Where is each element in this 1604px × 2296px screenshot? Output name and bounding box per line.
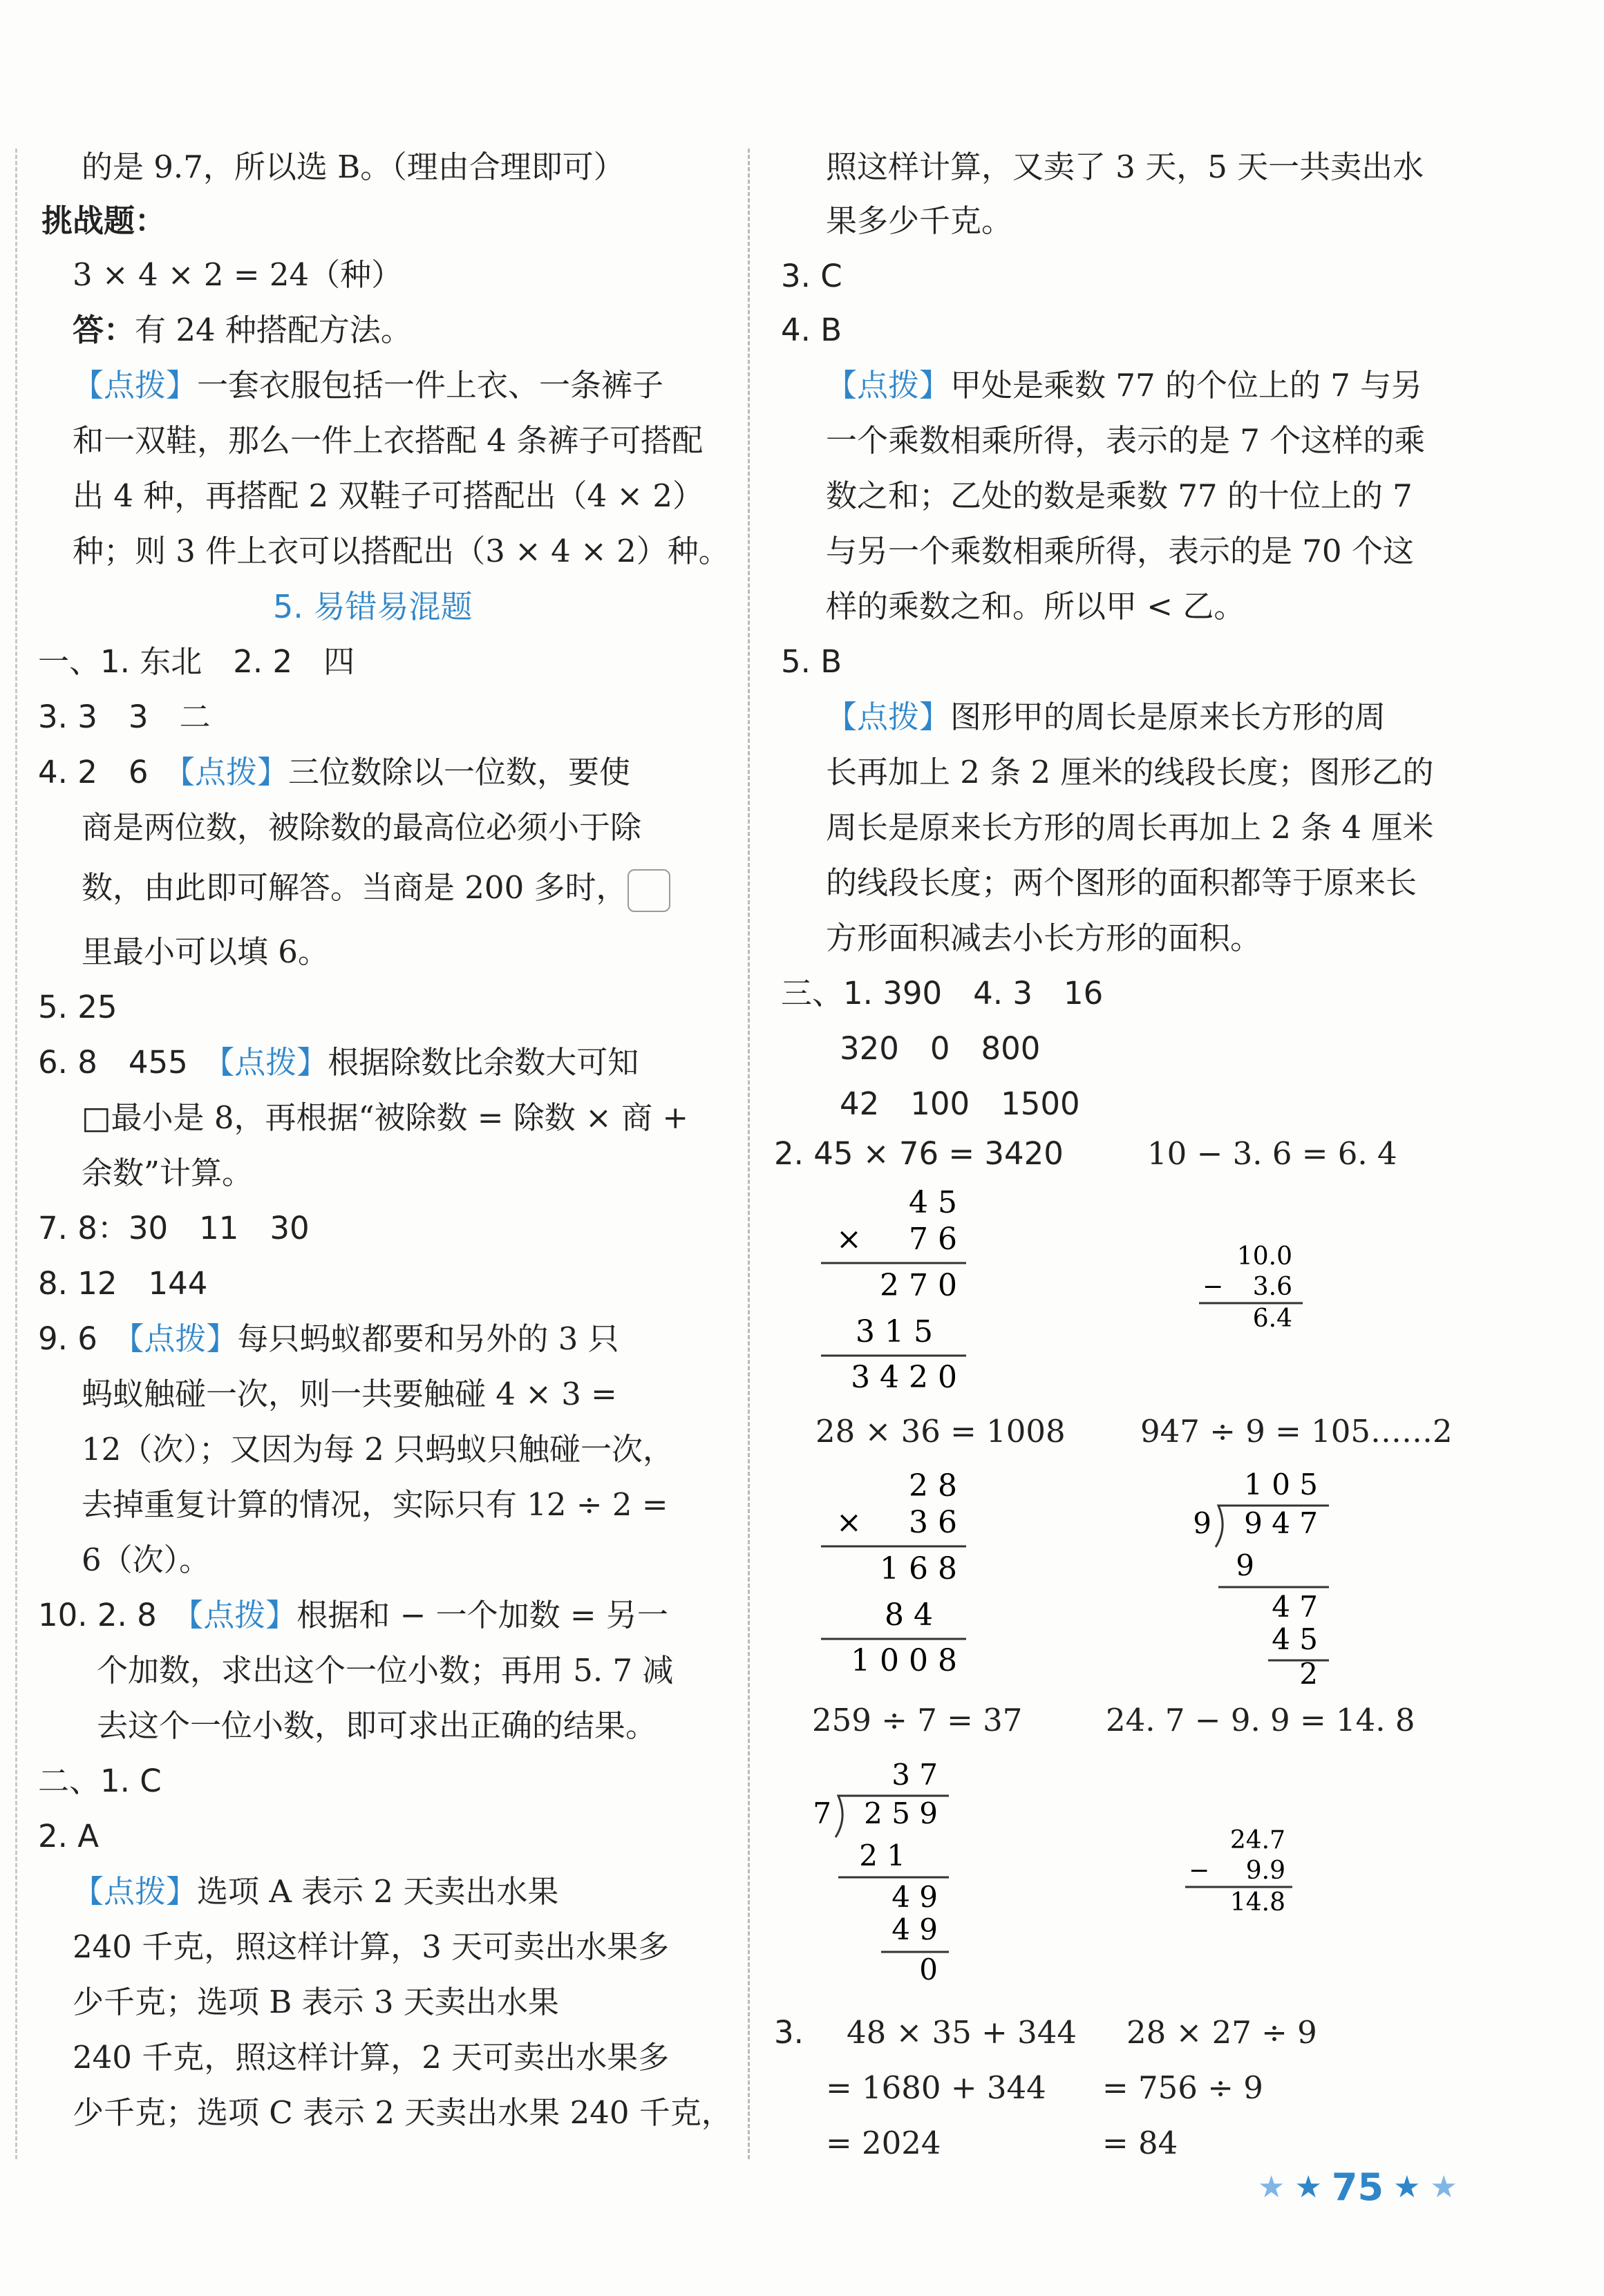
blank-box <box>628 869 670 912</box>
hint-text: 甲处是乘数 77 的个位上的 7 与另 <box>950 367 1423 404</box>
equation: 947 ÷ 9 = 105……2 <box>1140 1413 1453 1450</box>
text-line: 个加数，求出这个一位小数；再用 5. 7 减 <box>97 1652 674 1689</box>
text-line: 8. 12 144 <box>38 1265 208 1302</box>
calc-result: 14.8 <box>1229 1888 1285 1917</box>
calc-operand: 4 5 <box>909 1185 957 1220</box>
calc-operand: 9.9 <box>1245 1857 1285 1885</box>
hint-line <box>73 1871 558 1913</box>
division-quotient: 3 7 <box>891 1758 938 1792</box>
calc-operand: 7 6 <box>909 1222 957 1257</box>
equation: 2. 45 × 76 = 3420 <box>774 1135 1064 1172</box>
hint-text: 每只蚂蚁都要和另外的 3 只 <box>237 1320 619 1357</box>
vertical-multiplication-2 <box>809 1465 988 1686</box>
vertical-subtraction-2 <box>1175 1821 1313 1931</box>
page-number: 75 <box>1331 2165 1384 2209</box>
text-line: 方形面积减去小长方形的面积。 <box>826 920 1262 956</box>
text-line: □最小是 8，再根据“被除数 = 除数 × 商 + <box>82 1099 689 1136</box>
division-dividend: 2 5 9 <box>864 1796 938 1830</box>
text-line: 一个乘数相乘所得，表示的是 7 个这样的乘 <box>826 422 1426 459</box>
text-line: 数之和；乙处的数是乘数 77 的十位上的 7 <box>826 477 1413 514</box>
calc-operator: − <box>1202 1273 1224 1301</box>
item-number: 10. 2. 8 <box>38 1597 157 1633</box>
calc-operand: 3 6 <box>909 1505 957 1540</box>
hint-text: 一套衣服包括一件上衣、一条裤子 <box>197 367 664 404</box>
division-divisor: 7 <box>813 1796 831 1830</box>
text-line: 240 千克，照这样计算，3 天可卖出水果多 <box>73 1928 670 1965</box>
long-division-2 <box>805 1752 964 1993</box>
text-line: 5. B <box>781 643 842 680</box>
equation: 259 ÷ 7 = 37 <box>812 1702 1023 1738</box>
text-line: 一、1. 东北 2. 2 四 <box>38 643 355 680</box>
calc-partial: 1 6 8 <box>880 1551 957 1586</box>
hint-tag: 【点拨】 <box>73 1873 198 1910</box>
star-icon: ★ <box>1258 2169 1285 2205</box>
text-line: 3 × 4 × 2 = 24（种） <box>73 256 403 293</box>
text-line: 的是 9.7，所以选 B。（理由合理即可） <box>82 149 625 185</box>
section-title: 5. 易错易混题 <box>273 588 473 625</box>
hint-line <box>73 365 663 406</box>
hint-tag: 【点拨】 <box>73 367 198 404</box>
item-number: 3. <box>774 2014 804 2051</box>
text-line: 去掉重复计算的情况，实际只有 12 ÷ 2 = <box>82 1486 668 1523</box>
division-step: 4 5 <box>1272 1622 1318 1656</box>
hint-tag: 【点拨】 <box>826 367 951 404</box>
text-line: 周长是原来长方形的周长再加上 2 条 4 厘米 <box>826 809 1434 846</box>
long-division-1 <box>1185 1461 1344 1696</box>
hint-line <box>826 696 1386 738</box>
hint-text: 选项 A 表示 2 天卖出水果 <box>197 1873 559 1910</box>
division-dividend: 9 4 7 <box>1244 1506 1318 1540</box>
text-line: 三、1. 390 4. 3 16 <box>781 975 1104 1012</box>
text-line <box>82 867 670 912</box>
calc-operand: 10.0 <box>1236 1242 1292 1271</box>
hint-line <box>38 1595 668 1636</box>
calc-operator: × <box>836 1505 862 1540</box>
calc-partial: 8 4 <box>885 1597 933 1633</box>
text-line: 2. A <box>38 1818 100 1854</box>
hint-line <box>826 365 1422 406</box>
text-line: 和一双鞋，那么一件上衣搭配 4 条裤子可搭配 <box>73 422 704 459</box>
hint-tag: 【点拨】 <box>187 1597 297 1633</box>
calc-operator: × <box>836 1222 862 1257</box>
text-line: 果多少千克。 <box>826 202 1013 239</box>
text-line: 样的乘数之和。所以甲 < 乙。 <box>826 588 1245 625</box>
division-divisor: 9 <box>1193 1506 1211 1540</box>
text-line: 3. 3 3 二 <box>38 699 211 735</box>
text-line: 的线段长度；两个图形的面积都等于原来长 <box>826 864 1417 901</box>
hint-tag: 【点拨】 <box>179 754 289 790</box>
equation: 28 × 27 ÷ 9 <box>1126 2014 1317 2051</box>
hint-text: 图形甲的周长是原来长方形的周 <box>950 699 1386 735</box>
hint-text: 根据和 − 一个加数 = 另一 <box>296 1597 668 1633</box>
text-line: 出 4 种，再搭配 2 双鞋子可搭配出（4 × 2） <box>73 477 704 514</box>
text-line: 长再加上 2 条 2 厘米的线段长度；图形乙的 <box>826 754 1434 790</box>
text-line: 种；则 3 件上衣可以搭配出（3 × 4 × 2）种。 <box>73 533 730 569</box>
equation-step: = 756 ÷ 9 <box>1102 2069 1263 2106</box>
star-icon: ★ <box>1294 2169 1322 2205</box>
division-step: 9 <box>1236 1548 1254 1582</box>
text-line: 余数”计算。 <box>82 1155 254 1191</box>
text-line: 320 0 800 <box>840 1030 1041 1067</box>
equation: 28 × 36 = 1008 <box>815 1413 1066 1450</box>
text-line: 12（次）；又因为每 2 只蚂蚁只触碰一次， <box>82 1431 674 1468</box>
calc-partial: 2 7 0 <box>880 1268 957 1303</box>
calc-operand: 24.7 <box>1229 1826 1285 1854</box>
calc-operand: 2 8 <box>909 1468 957 1503</box>
text-line: 二、1. C <box>38 1763 162 1799</box>
calc-partial: 3 1 5 <box>856 1314 933 1349</box>
hint-text: 三位数除以一位数，要使 <box>288 754 631 790</box>
text-line: 去这个一位小数，即可求出正确的结果。 <box>97 1707 657 1744</box>
hint-tag: 【点拨】 <box>218 1044 328 1081</box>
division-quotient: 1 0 5 <box>1244 1468 1318 1501</box>
text-line: 少千克；选项 B 表示 3 天卖出水果 <box>73 1984 559 2020</box>
division-step: 4 9 <box>891 1880 938 1914</box>
calc-result: 6.4 <box>1252 1304 1292 1333</box>
item-number: 4. 2 6 <box>38 754 149 790</box>
text-line: 7. 8：30 11 30 <box>38 1210 310 1246</box>
equation: 10 − 3. 6 = 6. 4 <box>1147 1135 1397 1172</box>
hint-line <box>38 752 630 793</box>
challenge-heading: 挑战题： <box>41 202 167 239</box>
equation-step: = 2024 <box>826 2125 941 2161</box>
text-line: 5. 25 <box>38 989 117 1025</box>
division-remainder: 2 <box>1299 1657 1318 1691</box>
text-line: 3. C <box>781 258 842 294</box>
hint-tag: 【点拨】 <box>826 699 951 735</box>
star-icon: ★ <box>1393 2169 1421 2205</box>
division-remainder: 0 <box>919 1953 938 1986</box>
division-step: 2 1 <box>859 1839 905 1872</box>
equation-step: = 84 <box>1102 2125 1178 2161</box>
hint-line <box>38 1318 619 1360</box>
column-divider <box>748 149 750 2159</box>
calc-operand: 3.6 <box>1252 1273 1292 1301</box>
text-line: 蚂蚁触碰一次，则一共要触碰 4 × 3 = <box>82 1376 617 1412</box>
hint-text: 根据除数比余数大可知 <box>328 1044 639 1081</box>
hint-tag: 【点拨】 <box>128 1320 238 1357</box>
text-line: 里最小可以填 6。 <box>82 933 329 970</box>
text-line: 6（次）。 <box>82 1541 211 1578</box>
division-step: 4 9 <box>891 1913 938 1946</box>
text-line: 少千克；选项 C 表示 2 天卖出水果 240 千克， <box>73 2094 733 2131</box>
page-footer <box>1258 2159 1457 2214</box>
equation: 48 × 35 + 344 <box>847 2014 1077 2051</box>
left-margin-divider <box>15 149 17 2159</box>
text-line: 240 千克，照这样计算，2 天可卖出水果多 <box>73 2039 670 2076</box>
item-number: 9. 6 <box>38 1320 97 1357</box>
text-part: 数，由此即可解答。当商是 200 多时， <box>82 869 628 906</box>
star-icon: ★ <box>1430 2169 1457 2205</box>
text-line: 42 100 1500 <box>840 1085 1080 1122</box>
calc-result: 3 4 2 0 <box>851 1360 957 1395</box>
calc-result: 1 0 0 8 <box>851 1643 957 1678</box>
equation-step: = 1680 + 344 <box>826 2069 1046 2106</box>
answer-line <box>73 310 412 351</box>
text-line: 照这样计算，又卖了 3 天，5 天一共卖出水 <box>826 149 1424 185</box>
hint-line <box>38 1042 639 1083</box>
text-line: 商是两位数，被除数的最高位必须小于除 <box>82 809 642 846</box>
answer-text: 有 24 种搭配方法。 <box>135 312 412 348</box>
text-line: 4. B <box>781 312 842 348</box>
division-step: 4 7 <box>1272 1590 1318 1624</box>
equation: 24. 7 − 9. 9 = 14. 8 <box>1106 1702 1415 1738</box>
calc-operator: − <box>1189 1857 1210 1885</box>
item-number: 6. 8 455 <box>38 1044 188 1081</box>
vertical-multiplication-1 <box>809 1182 988 1403</box>
text-line: 与另一个乘数相乘所得，表示的是 70 个这 <box>826 533 1414 569</box>
answer-label: 答： <box>73 312 135 348</box>
vertical-subtraction-1 <box>1189 1237 1327 1347</box>
